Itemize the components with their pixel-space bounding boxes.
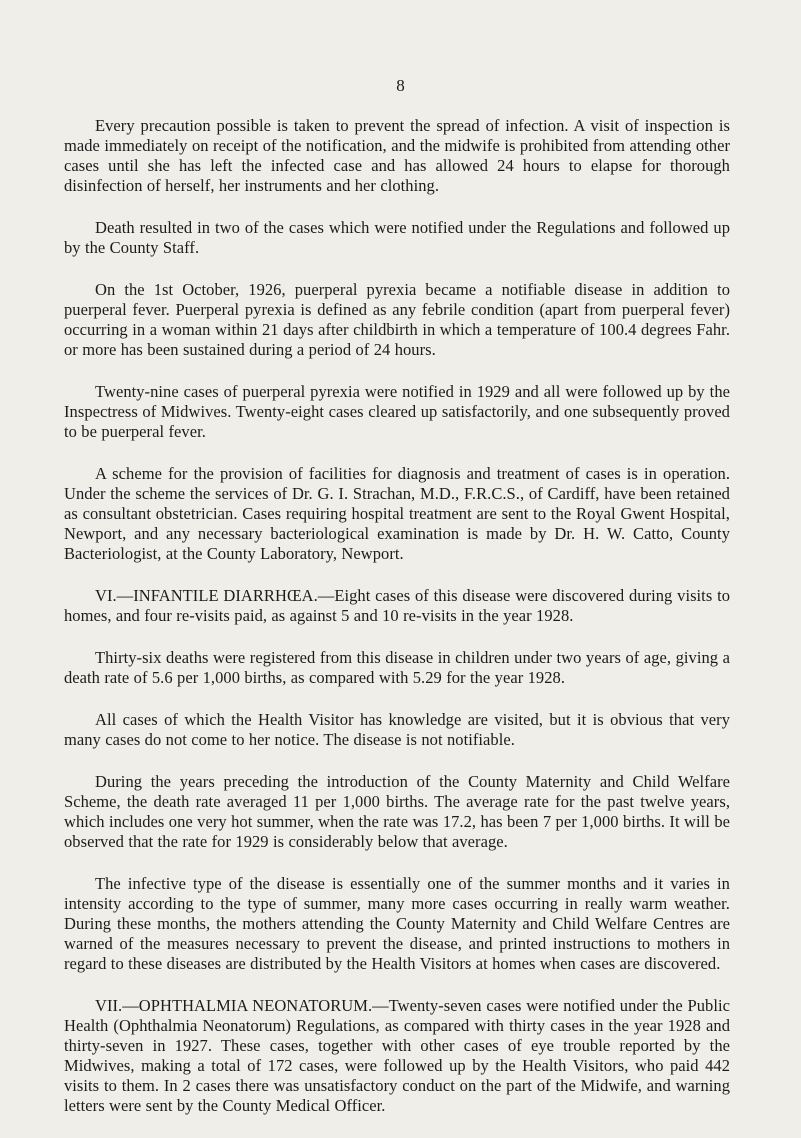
paragraph-precautions: Every precaution possible is taken to prevent the spread of infection. A visit of inspection is made immediately on receipt of the notification, and the midwife is prohibited from attending other cases until she has left the infected case and has allowed 24 hours to elapse for thorough disinfection of herself, her instruments and her clothing. — [64, 116, 730, 195]
paragraph-puerperal-pyrexia-definition: On the 1st October, 1926, puerperal pyrexia became a notifiable disease in addition to puerperal fever. Puerperal pyrexia is defined as any febrile condition (apart from puerperal fever) occurring in a woman within 21 days after childbirth in which a temperature of 100.4 degrees Fahr. or more has been sustained during a period of 24 hours. — [64, 280, 730, 359]
paragraph-infective-type: The infective type of the disease is essentially one of the summer months and it varies in intensity according to the type of summer, many more cases occurring in really warm weather. During these months, the mothers attending the County Maternity and Child Welfare Centres are warned of the measures necessary to prevent the disease, and printed instructions to mothers in regard to these diseases are distributed by the Health Visitors at homes when cases are discovered. — [64, 874, 730, 973]
paragraph-death-rate: During the years preceding the introduction of the County Maternity and Child Welfare Scheme, the death rate averaged 11 per 1,000 births. The average rate for the past twelve years, which includes one very hot summer, when the rate was 17.2, has been 7 per 1,000 births. It will be observed that the rate for 1929 is considerably below that average. — [64, 772, 730, 851]
document-body — [64, 116, 730, 1138]
paragraph-health-visitor: All cases of which the Health Visitor has knowledge are visited, but it is obvious that very many cases do not come to her notice. The disease is not notifiable. — [64, 710, 730, 749]
page-number: 8 — [396, 76, 405, 95]
paragraph-scheme: A scheme for the provision of facilities for diagnosis and treatment of cases is in operation. Under the scheme the services of Dr. G. I. Strachan, M.D., F.R.C.S., of Cardiff, have been retained as consultant obstetrician. Cases requiring hospital treatment are sent to the Royal Gwent Hospital, Newport, and any necessary bacteriological examination is made by Dr. H. W. Catto, County Bacteriologist, at the County Laboratory, Newport. — [64, 464, 730, 563]
paragraph-ophthalmia-neonatorum: VII.—OPHTHALMIA NEONATORUM.—Twenty-seven cases were notified under the Public Health (Ophthalmia Neonatorum) Regulations, as compared with thirty cases in the year 1928 and thirty-seven in 1927. These cases, together with other cases of eye trouble reported by the Midwives, making a total of 172 cases, were followed up by the Health Visitors, who paid 442 visits to them. In 2 cases there was unsatisfactory conduct on the part of the Midwife, and warning letters were sent by the County Medical Officer. — [64, 996, 730, 1115]
paragraph-diarrhoea-deaths: Thirty-six deaths were registered from this disease in children under two years of age, giving a death rate of 5.6 per 1,000 births, as compared with 5.29 for the year 1928. — [64, 648, 730, 687]
paragraph-infantile-diarrhoea: VI.—INFANTILE DIARRHŒA.—Eight cases of this disease were discovered during visits to homes, and four re-visits paid, as against 5 and 10 re-visits in the year 1928. — [64, 586, 730, 625]
paragraph-deaths: Death resulted in two of the cases which were notified under the Regulations and followed up by the County Staff. — [64, 218, 730, 257]
paragraph-pyrexia-cases: Twenty-nine cases of puerperal pyrexia were notified in 1929 and all were followed up by the Inspectress of Midwives. Twenty-eight cases cleared up satisfactorily, and one subsequently proved to be puerperal fever. — [64, 382, 730, 441]
